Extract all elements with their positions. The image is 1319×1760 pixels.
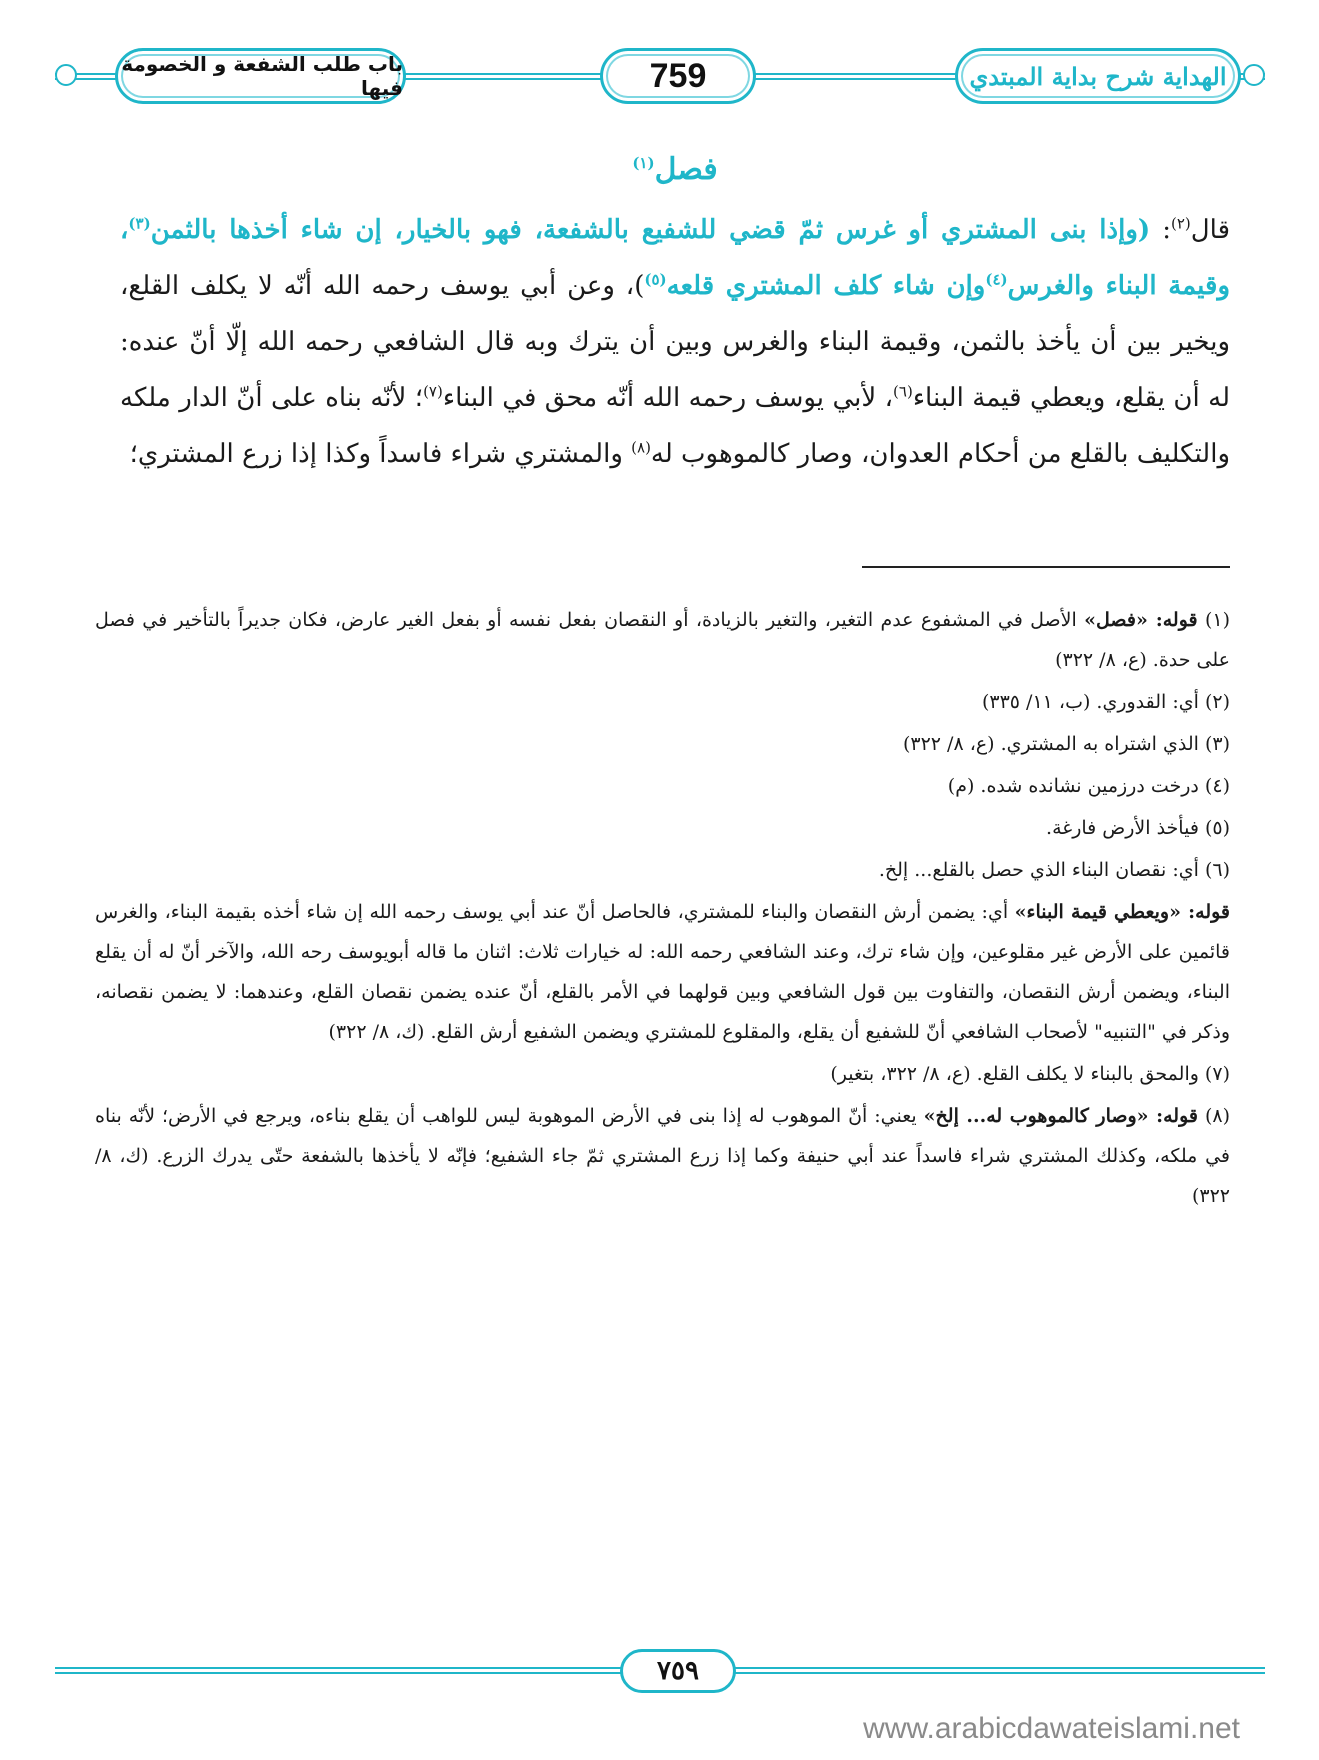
page-number-frame (600, 48, 756, 104)
chapter-title: باب طلب الشفعة و الخصومة فيها (121, 52, 403, 100)
section-title: فصل$^{(١)}$ (632, 152, 718, 187)
footnote-2: (٢) أي: القدوري. (ب، ١١/ ٣٣٥) (981, 691, 1230, 713)
matn-text: وقيمة البناء والغرس (1007, 271, 1231, 301)
page-footer (55, 1647, 1265, 1693)
main-text (120, 150, 1230, 482)
footnote-1: (١) قوله: «فصل» الأصل في المشفوع عدم التغير، والتغير بالزيادة، أو النقصان بفعل نفسه أو بفعل الغير عارض، فكان جديراً بالتأخير في فصل على حدة. (ع، ٨/ ٣٢٢) (95, 609, 1230, 671)
footnote-ref: (٣) (128, 214, 151, 233)
footnote-4: (٤) درخت درزمين نشانده شده. (م) (947, 775, 1230, 797)
footnote-6: (٦) أي: نقصان البناء الذي حصل بالقلع... إلخ. (878, 859, 1230, 881)
ornament-icon (1243, 64, 1265, 86)
sharh-text: )، وعن أبي يوسف رحمه الله أنّه لا يكلف القلع، ويخير بين أن يأخذ بالثمن، وقيمة البناء والغرس وبين أن يترك وبه قال الشافعي رحمه الله إلّا أنّ عنده: له أن يقلع، ويعطي قيمة البناء (120, 271, 1231, 413)
matn-text: (وإذا بنى المشتري أو غرس ثمّ قضي للشفيع بالشفعة، فهو بالخيار، إن شاء أخذها بالثمن (150, 215, 1151, 245)
footnote-7: (٧) والمحق بالبناء لا يكلف القلع. (ع، ٨/ ٣٢٢، بتغير) (830, 1063, 1230, 1085)
chapter-title-frame (115, 48, 406, 104)
footnote-ref: (٦) (893, 382, 913, 401)
footnote-ref: (٥) (644, 270, 667, 289)
qal-word: قال (1190, 215, 1230, 245)
footer-page-number: ٧٥٩ (620, 1649, 736, 1693)
footnotes (95, 600, 1230, 1218)
matn-text: وإن شاء كلف المشتري قلعه (666, 271, 986, 301)
footnote-8: (٨) قوله: «وصار كالموهوب له... إلخ» يعني: أنّ الموهوب له إذا بنى في الأرض الموهوبة ليس للواهب أن يقلع بناءه، ويرجع في الأرض؛ لأنّه بناه في ملكه، وكذلك المشتري شراء فاسداً عند أبي حنيفة وكما إذا زرع المشتري ثمّ جاء الشفيع؛ فإنّه لا يأخذها بالشفعة حتّى يدرك الزرع. (ك، ٨/ ٣٢٢) (95, 1105, 1230, 1207)
footnote-ref: (٧) (423, 382, 443, 401)
sharh-text: ، لأبي يوسف رحمه الله أنّه محق في البناء (442, 383, 894, 413)
paragraph: قال$^{(٢)}$: (وإذا بنى المشتري أو غرس ثمّ قضي للشفيع بالشفعة، فهو بالخيار، إن شاء أخذها بالثمن$^{(٣)}$، وقيمة البناء والغرس$^{(٤)}$وإن شاء كلف المشتري قلعه$^{(٥)}$)، وعن أبي يوسف رحمه الله أنّه لا يكلف القلع، ويخير بين أن يأخذ بالثمن، وقيمة البناء والغرس وبين أن يترك وبه قال الشافعي رحمه الله إلّا أنّ عنده: له أن يقلع، ويعطي قيمة البناء$^{(٦)}$، لأبي يوسف رحمه الله أنّه محق في البناء$^{(٧)}$؛ لأنّه بناه على أنّ الدار ملكه والتكليف بالقلع من أحكام العدوان، وصار كالموهوب له$^{(٨)}$ والمشتري شراء فاسداً وكذا إذا زرع المشتري؛ (120, 214, 1231, 469)
footnote-ref: (٤) (985, 270, 1008, 289)
ornament-icon (55, 64, 77, 86)
page-header (55, 40, 1265, 110)
footnote-divider (862, 566, 1230, 568)
footnote-ref: (٢) (1170, 214, 1191, 233)
footnote-ref: (١) (632, 154, 655, 172)
sharh-text: والمشتري شراء فاسداً وكذا إذا زرع المشتري؛ (129, 439, 632, 469)
book-title: الهداية شرح بداية المبتدي (969, 61, 1227, 91)
website-watermark: www.arabicdawateislami.net (863, 1712, 1240, 1745)
footnote-5: (٥) فيأخذ الأرض فارغة. (1046, 817, 1230, 839)
footnote-6-commentary: قوله: «ويعطي قيمة البناء» أي: يضمن أرش النقصان والبناء للمشتري، فالحاصل أنّ عند أبي يوسف رحمه الله إن شاء أخذه بقيمة البناء، والغرس قائمين على الأرض غير مقلوعين، وإن شاء ترك، وعند الشافعي رحمه الله: له خيارات ثلاث: اثنان ما قاله أبويوسف رحه الله، والآخر أنّ له أن يقلع البناء، ويضمن أرش النقصان، والتفاوت بين قول الشافعي وبين قولهما في الأمر بالقلع، أنّ عنده يضمن نقصان القلع، وعندهما: لا يضمن نقصانه، وذكر في "التنبيه" لأصحاب الشافعي أنّ للشفيع أن يقلع، والمقلوع للمشتري ويضمن الشفيع أرش القلع. (ك، ٨/ ٣٢٢) (95, 901, 1231, 1043)
book-title-frame (955, 48, 1241, 104)
footnote-ref: (٨) (631, 438, 651, 457)
sharh-text: ؛ لأنّه بناه على أنّ الدار ملكه والتكليف بالقلع من أحكام العدوان، وصار كالموهوب له (120, 383, 1230, 469)
footnote-3: (٣) الذي اشتراه به المشتري. (ع، ٨/ ٣٢٢) (902, 733, 1230, 755)
page-number: 759 (649, 56, 707, 95)
